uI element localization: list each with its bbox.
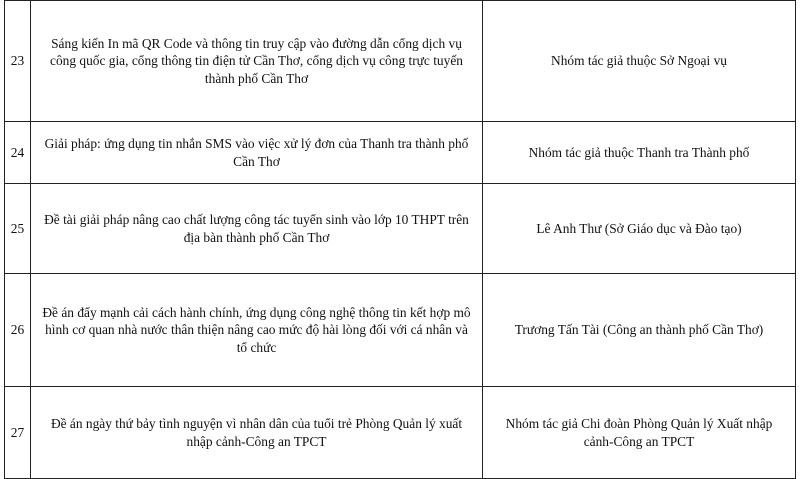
table-row: [5, 387, 796, 479]
row-number: 27: [5, 387, 31, 479]
table-row: [5, 122, 796, 184]
initiative-title: Đề án ngày thứ bảy tình nguyện vì nhân dân của tuổi trẻ Phòng Quản lý xuất nhập cảnh-Công an TPCT: [31, 387, 483, 479]
initiative-author: Nhóm tác giả thuộc Thanh tra Thành phố: [483, 122, 796, 184]
row-number: 24: [5, 122, 31, 184]
initiative-title: Đề tài giải pháp nâng cao chất lượng công tác tuyển sinh vào lớp 10 THPT trên địa bàn thành phố Cần Thơ: [31, 184, 483, 274]
table-row: [5, 1, 796, 122]
row-number: 23: [5, 1, 31, 122]
table-row: [5, 184, 796, 274]
initiative-title: Giải pháp: ứng dụng tin nhắn SMS vào việc xử lý đơn của Thanh tra thành phố Cần Thơ: [31, 122, 483, 184]
table-row: [5, 274, 796, 387]
initiative-title: Sáng kiến In mã QR Code và thông tin truy cập vào đường dẫn cổng dịch vụ công quốc gia, cổng thông tin điện tử Cần Thơ, cổng dịch vụ công trực tuyến thành phố Cần Thơ: [31, 1, 483, 122]
initiative-author: Nhóm tác giả thuộc Sở Ngoại vụ: [483, 1, 796, 122]
row-number: 26: [5, 274, 31, 387]
initiative-title: Đề án đẩy mạnh cải cách hành chính, ứng dụng công nghệ thông tin kết hợp mô hình cơ quan nhà nước thân thiện nâng cao mức độ hài lòng đối với cá nhân và tổ chức: [31, 274, 483, 387]
initiative-author: Trương Tấn Tài (Công an thành phố Cần Thơ): [483, 274, 796, 387]
row-number: 25: [5, 184, 31, 274]
initiatives-table: [4, 0, 796, 479]
initiative-author: Nhóm tác giả Chi đoàn Phòng Quản lý Xuất nhập cảnh-Công an TPCT: [483, 387, 796, 479]
initiative-author: Lê Anh Thư (Sở Giáo dục và Đào tạo): [483, 184, 796, 274]
